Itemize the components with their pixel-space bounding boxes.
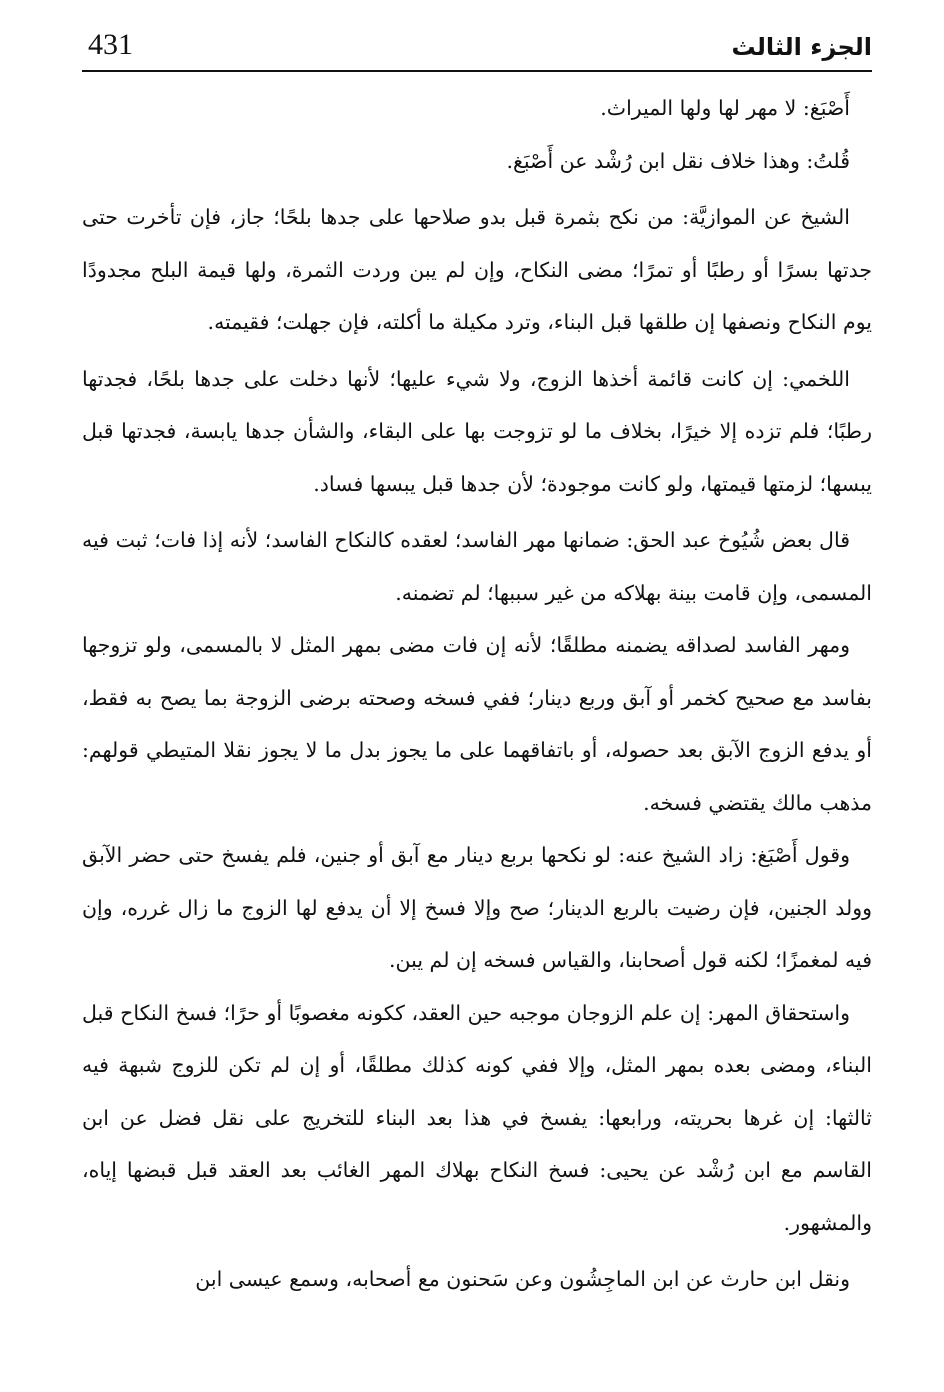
paragraph-3: الشيخ عن الموازيَّة: من نكح بثمرة قبل بدو صلاحها على جدها بلحًا؛ جاز، فإن تأخرت حتى جدتها بسرًا أو رطبًا أو تمرًا؛ مضى النكاح، وإن لم يبن وردت الثمرة، ولها قيمة البلح مجدودًا يوم النكاح ونصفها إن طلقها قبل البناء، وترد مكيلة ما أكلته، فإن جهلت؛ فقيمته. bbox=[82, 205, 872, 334]
book-page bbox=[82, 22, 872, 1372]
paragraph-4: اللخمي: إن كانت قائمة أخذها الزوج، ولا شيء عليها؛ لأنها دخلت على جدها بلحًا، فجدتها رطبًا؛ فلم تزده إلا خيرًا، بخلاف ما لو تزوجت بها على البقاء، والشأن جدها يابسة، فجدتها قبل يبسها؛ لزمتها قيمتها، ولو كانت موجودة؛ لأن جدها قبل يبسها فساد. bbox=[82, 366, 872, 496]
page-number: 431 bbox=[88, 28, 133, 61]
paragraph-6: ومهر الفاسد لصداقه يضمنه مطلقًا؛ لأنه إن فات مضى بمهر المثل لا بالمسمى، ولو تزوجها بفاسد مع صحيح كخمر أو آبق وربع دينار؛ ففي فسخه وصحته برضى الزوجة بما يصح به فقط، أو يدفع الزوج الآبق بعد حصوله، أو باتفاقهما على ما يجوز بدل ما لا يجوز نقلا المتيطي قولهم: مذهب مالك يقتضي فسخه. bbox=[82, 633, 872, 815]
paragraph-8: واستحقاق المهر: إن علم الزوجان موجبه حين العقد، ككونه مغصوبًا أو حرًا؛ فسخ النكاح قبل البناء، ومضى بعده بمهر المثل، وإلا ففي كونه كذلك مطلقًا، أو إن لم تكن للزوج شبهة فيه ثالثها: إن غرها بحريته، ورابعها: يفسخ في هذا بعد البناء للتخريج على نقل فضل عن ابن القاسم مع ابن رُشْد عن يحيى: فسخ النكاح بهلاك المهر الغائب بعد العقد قبل قبضها إياه، والمشهور. bbox=[82, 1000, 872, 1235]
page-header bbox=[82, 22, 872, 72]
paragraph-1: أَصْبَغ: لا مهر لها ولها الميراث. bbox=[600, 96, 850, 120]
paragraph-7: وقول أَصْبَغ: زاد الشيخ عنه: لو نكحها بربع دينار مع آبق أو جنين، فلم يفسخ حتى حضر الآبق وولد الجنين، فإن رضيت بالربع الدينار؛ صح وإلا فسخ إلا أن يدفع لها الزوج ما زال غرره، وإن فيه لمغمزًا؛ لكنه قول أصحابنا، والقياس فسخه إن لم يبن. bbox=[82, 843, 872, 972]
paragraph-2: قُلتُ: وهذا خلاف نقل ابن رُشْد عن أَصْبَغ. bbox=[506, 148, 850, 173]
body-text bbox=[82, 82, 872, 1306]
paragraph-5: قال بعض شُيُوخ عبد الحق: ضمانها مهر الفاسد؛ لعقده كالنكاح الفاسد؛ لأنه إذا فات؛ ثبت فيه المسمى، وإن قامت بينة بهلاكه من غير سببها؛ لم تضمنه. bbox=[82, 528, 872, 605]
paragraph-9: ونقل ابن حارث عن ابن الماجِشُون وعن سَحنون مع أصحابه، وسمع عيسى ابن bbox=[195, 1267, 850, 1291]
running-title: الجزء الثالث bbox=[731, 33, 872, 61]
